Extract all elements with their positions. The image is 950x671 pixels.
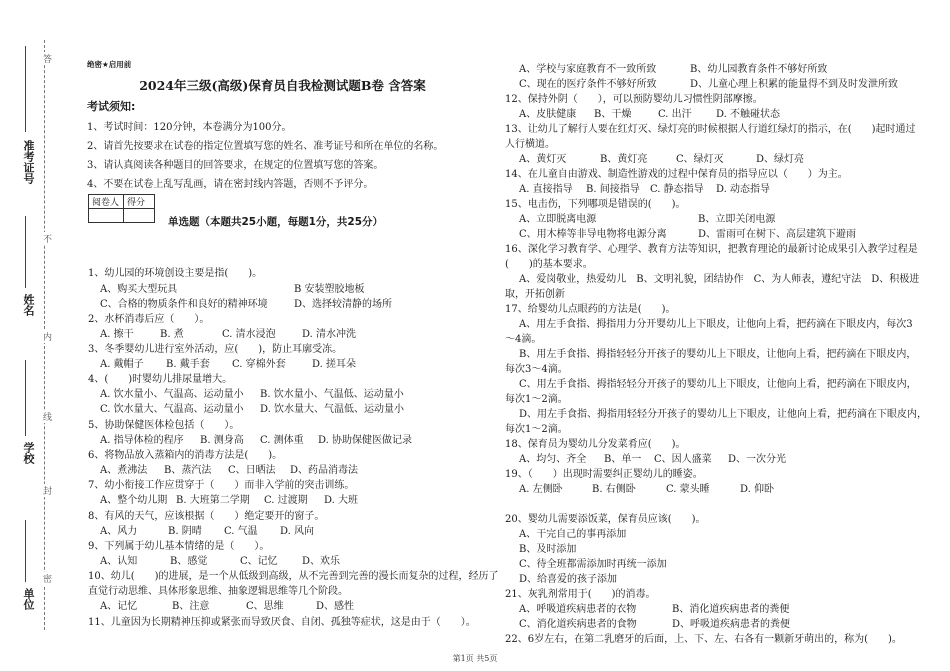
- unit-label: 单位: [22, 588, 35, 610]
- option[interactable]: D、选择较清静的场所: [294, 299, 393, 310]
- question-13-cont: 人行横道。: [505, 139, 555, 150]
- option-cont: 每次1～2滴。: [505, 394, 568, 405]
- option[interactable]: C、日晒法: [228, 465, 276, 476]
- name-blank[interactable]: [25, 216, 26, 288]
- question-19: 19、（ ）出现时需要纠正婴幼儿的睡姿。: [505, 469, 703, 480]
- question-15: 15、电击伤，下列哪项是错误的( )。: [505, 199, 686, 210]
- option[interactable]: C、思维: [246, 601, 284, 612]
- option[interactable]: B. 阴晴: [168, 526, 202, 537]
- question-21: 21、灰乳剂常用于( )的消毒。: [505, 589, 656, 600]
- option[interactable]: D. 不触碰状态: [716, 109, 781, 120]
- exam-number-blank[interactable]: [25, 46, 26, 132]
- option[interactable]: B. 煮: [160, 329, 184, 340]
- option[interactable]: D. 动态指导: [716, 184, 771, 195]
- section-heading: 单选题（本题共25小题，每题1分，共25分）: [168, 216, 384, 228]
- option-cont: ～4滴。: [505, 334, 542, 345]
- option[interactable]: A、风力: [100, 526, 138, 537]
- option[interactable]: B. 戴手套: [166, 359, 210, 370]
- question-13: 13、让幼儿了解行人要在红灯灭、绿灯亮的时候根据人行道红绿灯的指示，在( )起时通过: [505, 124, 916, 135]
- option[interactable]: C、绿灯灭: [676, 154, 724, 165]
- option[interactable]: A. 擦干: [100, 329, 134, 340]
- school-blank[interactable]: [25, 360, 26, 436]
- option[interactable]: B、蒸汽法: [164, 465, 212, 476]
- option[interactable]: D、呼吸道疾病患者的粪便: [672, 619, 791, 630]
- question-11: 11、儿童因为长期精神压抑或紧张而导致厌食、自闭、孤独等症状，这是由于（ ）。: [88, 617, 476, 628]
- option[interactable]: A、认知: [100, 556, 138, 567]
- question-17: 17、给婴幼儿点眼药的方法是( )。: [505, 304, 676, 315]
- option[interactable]: B、及时添加: [519, 544, 577, 555]
- question-1: 1、幼儿园的环境创设主要是指( )。: [88, 268, 263, 279]
- option[interactable]: C. 测体重: [260, 435, 304, 446]
- option[interactable]: C. 蒙头睡: [666, 484, 710, 495]
- option[interactable]: C、用左手食指、拇指轻轻分开孩子的婴幼儿上下眼皮，让他向上看，把药滴在下眼皮内，: [519, 379, 917, 390]
- option[interactable]: B. 测身高: [200, 435, 244, 446]
- option[interactable]: B、立即关闭电源: [698, 214, 776, 225]
- question-10-cont: 直觉行动思维、具体形象思维、抽象逻辑思维等几个阶段。: [88, 586, 348, 597]
- exam-number-label: 准考证号: [22, 140, 35, 184]
- seal-margin: [0, 0, 70, 671]
- seal-word: 封: [41, 486, 51, 495]
- option[interactable]: B. 右侧卧: [592, 484, 636, 495]
- question-9: 9、下列属于幼儿基本情绪的是（ ）。: [88, 541, 270, 552]
- option[interactable]: C. 清水浸泡: [222, 329, 276, 340]
- option[interactable]: D、儿童心理上积累的能量得不到及时发泄所致: [690, 79, 899, 90]
- question-18: 18、保育员为婴幼儿分发菜肴应( )。: [505, 439, 686, 450]
- score-label: 得分: [124, 195, 155, 209]
- option[interactable]: C、因人盛菜: [654, 454, 712, 465]
- name-label: 姓名: [22, 294, 35, 316]
- notes-heading: 考试须知:: [87, 100, 136, 113]
- option[interactable]: D、药品消毒法: [290, 465, 359, 476]
- option[interactable]: C. 出汗: [658, 109, 692, 120]
- option[interactable]: A、记忆: [100, 601, 138, 612]
- note-item: 3、请认真阅读各种题目的回答要求，在规定的位置填写您的答案。: [87, 160, 384, 171]
- score-table: [88, 194, 155, 223]
- question-6: 6、将物品放入蒸箱内的消毒方法是( )。: [88, 450, 283, 461]
- option[interactable]: D、绿灯亮: [756, 154, 805, 165]
- option[interactable]: D. 风向: [280, 526, 315, 537]
- option[interactable]: A. 直接指导: [519, 184, 573, 195]
- option[interactable]: B、干燥: [594, 109, 632, 120]
- option[interactable]: B. 大班第二学期: [176, 495, 250, 506]
- option[interactable]: A、均匀、齐全: [519, 454, 587, 465]
- option[interactable]: D、雷雨可在树下、高层建筑下避雨: [698, 229, 857, 240]
- option[interactable]: C、现在的医疗条件不够好所致: [519, 79, 657, 90]
- option[interactable]: C. 静态指导: [650, 184, 704, 195]
- option[interactable]: D. 仰卧: [740, 484, 775, 495]
- seal-word: 内: [41, 332, 51, 341]
- unit-blank[interactable]: [25, 520, 26, 582]
- option[interactable]: C. 气温: [224, 526, 258, 537]
- option[interactable]: A、整个幼儿期: [100, 495, 168, 506]
- seal-word: 答: [41, 54, 51, 63]
- note-item: 4、不要在试卷上乱写乱画，请在密封线内答题，否则不予评分。: [87, 179, 374, 190]
- question-16-cont: ( )的基本要求。: [505, 259, 593, 270]
- question-2: 2、水杯消毒后应（ ）。: [88, 314, 210, 325]
- option[interactable]: A、购买大型玩具: [100, 284, 178, 295]
- question-4: 4、( )时婴幼儿排尿量增大。: [88, 374, 233, 385]
- grader-cell[interactable]: [89, 209, 124, 223]
- seal-word: 不: [41, 234, 51, 243]
- option-cont: 每次3～4滴。: [505, 364, 568, 375]
- option[interactable]: D. 大班: [324, 495, 359, 506]
- school-label: 学校: [22, 442, 35, 464]
- note-item: 1、考试时间：120分钟，本卷满分为100分。: [87, 122, 292, 133]
- option[interactable]: C. 饮水量大、气温高、运动量小: [100, 404, 244, 415]
- question-5: 5、协助保健医体检包括（ ）。: [88, 420, 240, 431]
- option[interactable]: B. 间接指导: [586, 184, 640, 195]
- seal-word: 密: [41, 574, 51, 583]
- question-3: 3、冬季婴幼儿进行室外活动，应( )，防止耳廓受冻。: [88, 344, 343, 355]
- option[interactable]: A、干完自己的事再添加: [519, 529, 627, 540]
- option[interactable]: B、感觉: [170, 556, 208, 567]
- option[interactable]: D、欢乐: [302, 556, 341, 567]
- option[interactable]: B 安装塑胶地板: [294, 284, 365, 295]
- option[interactable]: A、皮肤健康: [519, 109, 577, 120]
- question-20: 20、婴幼儿需要添饭菜，保育员应该( )。: [505, 514, 706, 525]
- option[interactable]: D、用左手食指、拇指用轻轻分开孩子的婴幼儿上下眼皮，让他向上看，把药滴在下眼皮内，: [519, 409, 928, 420]
- option-cont: 每次1～2滴。: [505, 424, 568, 435]
- question-16-cont: 取，开拓创新: [505, 289, 565, 300]
- question-16: 16、深化学习教育学、心理学、教育方法等知识，把教育理论的最新讨论成果引入教学过程是: [505, 244, 918, 255]
- option[interactable]: B、幼儿园教育条件不够好所致: [690, 64, 828, 75]
- option[interactable]: D、给喜爱的孩子添加: [519, 574, 618, 585]
- note-item: 2、请首先按要求在试卷的指定位置填写您的姓名、准考证号和所在单位的名称。: [87, 141, 444, 152]
- grader-label: 阅卷人: [89, 195, 124, 209]
- question-7: 7、幼小衔接工作应贯穿于（ ）而非入学前的突击训练。: [88, 480, 355, 491]
- score-cell[interactable]: [124, 209, 155, 223]
- option[interactable]: A、立即脱离电源: [519, 214, 597, 225]
- page-number: 第1页 共5页: [452, 654, 498, 663]
- option[interactable]: D. 饮水量大、气温低、运动量小: [260, 404, 405, 415]
- question-12: 12、保持外阴（ ），可以预防婴幼儿习惯性阴部摩擦。: [505, 94, 763, 105]
- option[interactable]: B、注意: [172, 601, 210, 612]
- option[interactable]: B、黄灯亮: [600, 154, 648, 165]
- option[interactable]: C. 穿棉外套: [232, 359, 286, 370]
- option[interactable]: A. 指导体检的程序: [100, 435, 184, 446]
- option[interactable]: A. 饮水量小、气温高、运动量小: [100, 389, 244, 400]
- option[interactable]: B、消化道疾病患者的粪便: [672, 604, 790, 615]
- secret-mark: 绝密★启用前: [87, 60, 132, 69]
- option[interactable]: B、单一: [604, 454, 642, 465]
- option[interactable]: B. 饮水量小、气温低、运动量小: [260, 389, 404, 400]
- option[interactable]: D、一次分光: [728, 454, 787, 465]
- option[interactable]: A、煮沸法: [100, 465, 148, 476]
- option[interactable]: A、呼吸道疾病患者的衣物: [519, 604, 637, 615]
- question-8: 8、有风的天气，应该根据（ ）绝定要开的窗子。: [88, 511, 325, 522]
- option[interactable]: C、用木棒等非导电物将电源分离: [519, 229, 667, 240]
- option[interactable]: A、用左手食指、拇指用力分开婴幼儿上下眼皮，让他向上看，把药滴在下眼皮内，每次3: [519, 319, 913, 330]
- option[interactable]: A、学校与家庭教育不一致所致: [519, 64, 657, 75]
- option[interactable]: D. 搓耳朵: [312, 359, 357, 370]
- option[interactable]: C、合格的物质条件和良好的精神环境: [100, 299, 268, 310]
- option[interactable]: A、黄灯灭: [519, 154, 567, 165]
- option[interactable]: D. 清水冲洗: [302, 329, 357, 340]
- page-title: 2024年三级(高级)保育员自我检测试题B卷 含答案: [139, 78, 426, 93]
- option[interactable]: C、待全班都需添加时再统一添加: [519, 559, 667, 570]
- question-10: 10、幼儿( )的进展，是一个从低级到高级，从不完善到完善的漫长而复杂的过程，经历了: [88, 571, 499, 582]
- question-22: 22、6岁左右，在第二乳磨牙的后面，上、下、左、右各有一颗新牙萌出的，称为( )。: [505, 634, 902, 645]
- option[interactable]: C. 过渡期: [264, 495, 308, 506]
- option[interactable]: D、感性: [316, 601, 355, 612]
- question-14: 14、在儿童自由游戏、制造性游戏的过程中保育员的指导应以（ ）为主。: [505, 169, 848, 180]
- option[interactable]: D. 协助保健医做记录: [318, 435, 413, 446]
- option[interactable]: A、爱岗敬业，热爱幼儿 B、文明礼貌，团结协作 C、为人师表，遵纪守法 D、积极进: [519, 274, 920, 285]
- option[interactable]: B、用左手食指、拇指轻轻分开孩子的婴幼儿上下眼皮，让他向上看，把药滴在下眼皮内，: [519, 349, 917, 360]
- option[interactable]: A. 戴帽子: [100, 359, 144, 370]
- option[interactable]: C、消化道疾病患者的食物: [519, 619, 637, 630]
- option[interactable]: A. 左侧卧: [519, 484, 563, 495]
- seal-word: 线: [41, 412, 51, 421]
- option[interactable]: C、记忆: [240, 556, 278, 567]
